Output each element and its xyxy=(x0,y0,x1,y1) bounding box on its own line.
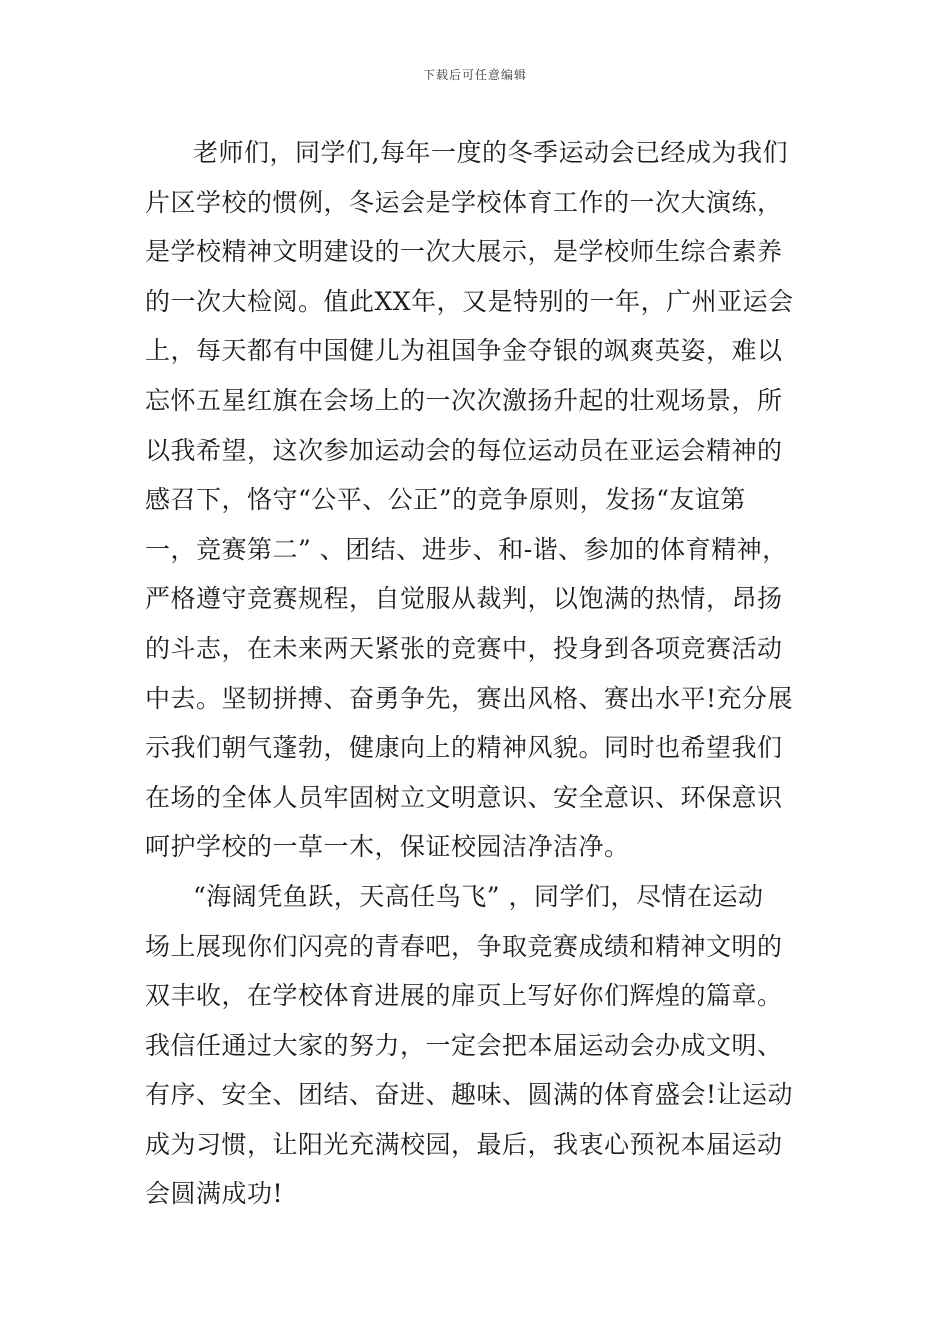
header-note: 下载后可任意编辑 xyxy=(422,68,527,82)
paragraph-line: 双丰收，在学校体育进展的扉页上写好你们辉煌的篇章。 xyxy=(145,981,783,1011)
paragraph-line: 有序、安全、团结、奋进、趣味、圆满的体育盛会!让运动 xyxy=(145,1080,794,1110)
paragraph-line: 在场的全体人员牢固树立文明意识、安全意识、环保意识 xyxy=(145,782,783,812)
paragraph-line: 会圆满成功! xyxy=(145,1179,284,1209)
paragraph-line: 的一次大检阅。值此XX年，又是特别的一年，广州亚运会 xyxy=(145,286,794,316)
document-body xyxy=(145,128,813,1219)
paragraph-line: 片区学校的惯例，冬运会是学校体育工作的一次大演练， xyxy=(145,187,783,217)
paragraph-line: 老师们，同学们,每年一度的冬季运动会已经成为我们 xyxy=(193,138,788,167)
paragraph-line: 呵护学校的一草一木，保证校园洁净洁净。 xyxy=(145,832,630,862)
paragraph-line: 场上展现你们闪亮的青春吧，争取竞赛成绩和精神文明的 xyxy=(145,931,783,961)
paragraph-line: 忘怀五星红旗在会场上的一次次激扬升起的壮观场景，所 xyxy=(145,385,783,415)
paragraph-line: 以我希望，这次参加运动会的每位运动员在亚运会精神的 xyxy=(145,435,783,465)
paragraph-line: 感召下，恪守“公平、公正”的竞争原则，发扬“友谊第 xyxy=(145,485,746,515)
paragraph-line: 的斗志，在未来两天紧张的竞赛中，投身到各项竞赛活动 xyxy=(145,633,783,663)
paragraph-line: “海阔凭鱼跃，天高任鸟飞” ，同学们，尽情在运动 xyxy=(193,881,764,911)
paragraph-line: 是学校精神文明建设的一次大展示，是学校师生综合素养 xyxy=(145,237,783,267)
paragraph-line: 我信任通过大家的努力，一定会把本届运动会办成文明、 xyxy=(145,1030,783,1060)
paragraph-line: 示我们朝气蓬勃，健康向上的精神风貌。同时也希望我们 xyxy=(145,733,783,763)
paragraph-line: 一，竞赛第二” 、团结、进步、和-谐、参加的体育精神， xyxy=(145,534,788,564)
paragraph-line: 成为习惯，让阳光充满校园，最后，我衷心预祝本届运动 xyxy=(145,1129,783,1159)
paragraph-line: 上，每天都有中国健儿为祖国争金夺银的飒爽英姿，难以 xyxy=(145,336,783,366)
paragraph-line: 严格遵守竞赛规程，自觉服从裁判，以饱满的热情，昂扬 xyxy=(145,584,783,614)
paragraph-line: 中去。坚韧拼搏、奋勇争先，赛出风格、赛出水平!充分展 xyxy=(145,683,794,713)
